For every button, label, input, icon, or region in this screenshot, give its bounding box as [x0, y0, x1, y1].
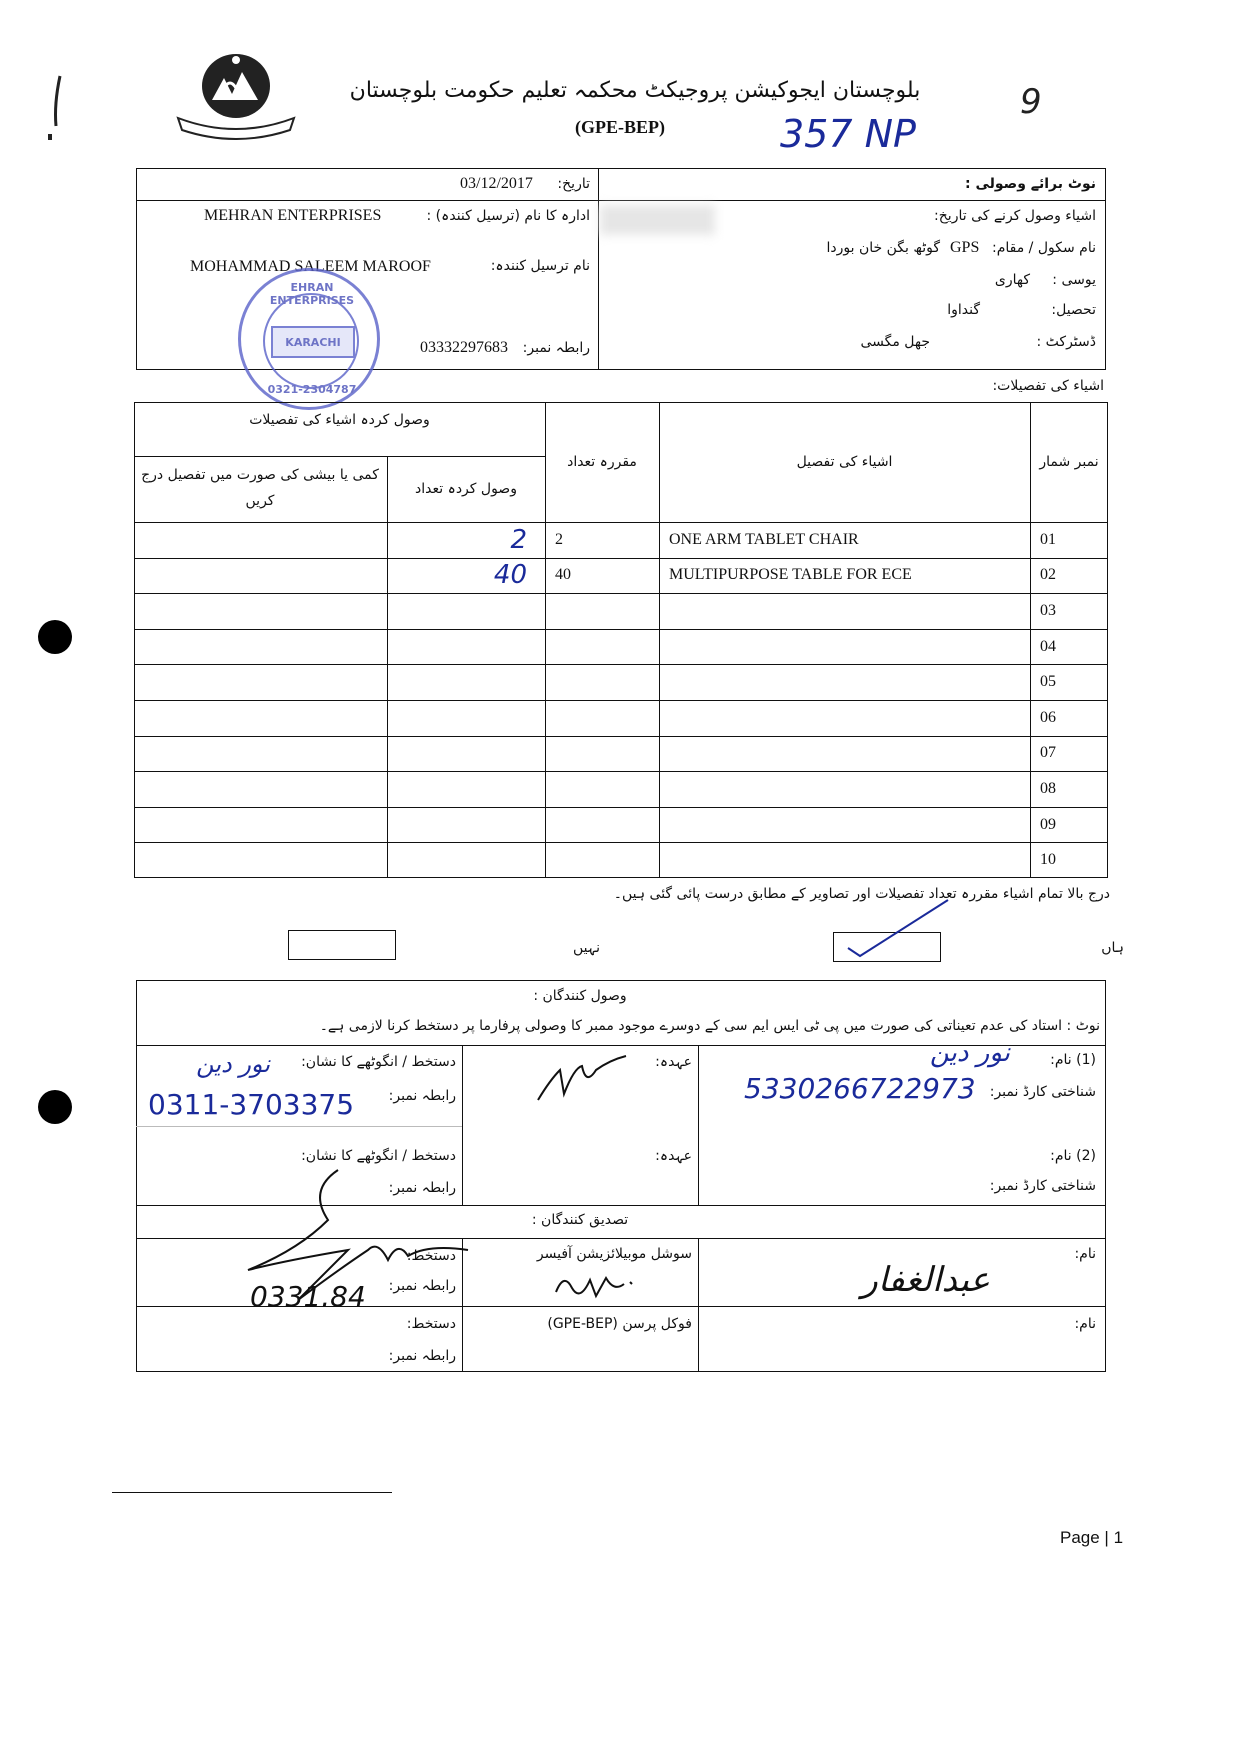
row-fixed-qty [545, 807, 659, 843]
row-fixed-qty: 40 [555, 566, 571, 584]
row-shortage [134, 629, 387, 665]
row-description [659, 629, 1030, 665]
scan-mark [48, 74, 64, 148]
row-shortage [134, 771, 387, 807]
punch-hole-bottom [38, 1090, 72, 1124]
row-serial: 09 [1040, 815, 1056, 833]
header-title: بلوچستان ایجوکیشن پروجیکٹ محکمہ تعلیم حکومت بلوچستان [349, 78, 921, 103]
row-serial: 02 [1040, 566, 1056, 584]
row-description [659, 700, 1030, 736]
row-fixed-qty [545, 842, 659, 878]
verifier1-contact-value: 0331.84 [250, 1280, 366, 1313]
row-fixed-qty [545, 629, 659, 665]
verifier1-name-value: عبدالغفار [861, 1260, 990, 1300]
row-description [659, 593, 1030, 629]
header-received-qty: وصول کردہ تعداد [415, 481, 517, 497]
district-label: ڈسٹرکٹ : [1036, 334, 1096, 350]
receivers-note: نوٹ : استاد کی عدم تعیناتی کی صورت میں پی ٹی ایس ایم سی کے دوسرے موجود ممبر کا وصولی پرفارما پر دستخط کرنا لازمی ہے۔ [319, 1018, 1100, 1034]
row-received-qty [387, 593, 545, 629]
row-received-qty [387, 629, 545, 665]
row-serial: 01 [1040, 530, 1056, 548]
row-serial: 10 [1040, 851, 1056, 869]
row-fixed-qty [545, 593, 659, 629]
stamp-city: KARACHI [271, 326, 355, 358]
row-fixed-qty: 2 [555, 530, 563, 548]
header-description: اشیاء کی تفصیل [796, 454, 893, 470]
verifier1-role-signature [550, 1262, 640, 1310]
row-description [659, 771, 1030, 807]
stamp-phone: 0321-2304787 [267, 383, 357, 396]
row-shortage [134, 593, 387, 629]
checkmark-icon [838, 896, 958, 966]
verifier2-sign-label: دستخط: [406, 1316, 456, 1332]
no-checkbox[interactable] [288, 930, 396, 960]
district-value: جھل مگسی [860, 334, 930, 350]
receiver1-signature-label: دستخط / انگوٹھے کا نشان: [301, 1054, 456, 1070]
receiver1-contact-label: رابطہ نمبر: [388, 1088, 456, 1104]
row-description: MULTIPURPOSE TABLE FOR ECE [669, 566, 912, 584]
row-serial: 05 [1040, 673, 1056, 691]
uc-value: کھاری [994, 272, 1030, 288]
company-stamp [238, 268, 380, 410]
row-received-qty [387, 807, 545, 843]
row-fixed-qty [545, 771, 659, 807]
verifier2-contact-label: رابطہ نمبر: [388, 1348, 456, 1364]
punch-hole-top [38, 620, 72, 654]
verifier2-name-label: نام: [1074, 1316, 1096, 1332]
row-shortage [134, 522, 387, 558]
verifier2-role: فوکل پرسن (GPE-BEP) [547, 1316, 692, 1332]
row-shortage [134, 558, 387, 594]
verifier1-name-label: نام: [1074, 1246, 1096, 1262]
uc-label: یوسی : [1052, 272, 1096, 288]
no-label: نہیں [573, 940, 600, 956]
row-fixed-qty [545, 664, 659, 700]
sender-label: نام ترسیل کنندہ: [490, 258, 590, 274]
redacted-area [600, 205, 715, 235]
sender-value: MOHAMMAD SALEEM MAROOF [190, 258, 431, 275]
row-description [659, 736, 1030, 772]
contact-value: 03332297683 [420, 339, 508, 356]
header-fixed-qty: مقررہ تعداد [567, 454, 637, 470]
school-value-en: GPS [950, 239, 980, 256]
row-shortage [134, 664, 387, 700]
school-label: نام سکول / مقام: [992, 240, 1096, 256]
page-number: Page | 1 [1060, 1528, 1124, 1547]
company-value: MEHRAN ENTERPRISES [204, 207, 382, 224]
items-section-label: اشیاء کی تفصیلات: [992, 378, 1104, 394]
stamp-top-text: EHRAN ENTERPRISES [269, 281, 355, 307]
receive-date-label: اشیاء وصول کرنے کی تاریخ: [934, 208, 1096, 224]
verifier1-sign-label: دستخط: [406, 1248, 456, 1264]
logo [172, 48, 300, 140]
verifiers-title: تصدیق کنندگان : [531, 1212, 629, 1228]
receiver1-cnic-value: 5330266722973 [744, 1072, 976, 1105]
receiver2-designation-label: عہدہ: [655, 1148, 692, 1164]
footnote-divider [112, 1492, 392, 1493]
header-serial: نمبر شمار [1039, 454, 1099, 470]
note-label: نوٹ برائے وصولی : [965, 176, 1096, 192]
receiver1-signature [530, 1050, 630, 1114]
row-shortage [134, 700, 387, 736]
verifier1-contact-label: رابطہ نمبر: [388, 1278, 456, 1294]
header-shortage: کمی یا بیشی کی صورت میں تفصیل درج کریں [141, 467, 379, 509]
row-serial: 07 [1040, 744, 1056, 762]
row-fixed-qty [545, 700, 659, 736]
row-received-qty [387, 664, 545, 700]
row-serial: 06 [1040, 708, 1056, 726]
receiver1-cnic-label: شناختی کارڈ نمبر: [989, 1084, 1096, 1100]
receiver1-designation-label: عہدہ: [655, 1054, 692, 1070]
confirmation-statement: درج بالا تمام اشیاء مقررہ تعداد تفصیلات اور تصاویر کے مطابق درست پائی گئی ہیں۔ [613, 886, 1110, 902]
verifier1-role: سوشل موبیلائزیشن آفیسر [536, 1246, 692, 1262]
header-subtitle: (GPE-BEP) [575, 117, 665, 137]
row-shortage [134, 736, 387, 772]
row-serial: 03 [1040, 601, 1056, 619]
receiver1-contact-value: 0311-3703375 [148, 1088, 355, 1121]
contact-label: رابطہ نمبر: [522, 340, 590, 356]
row-description [659, 664, 1030, 700]
receiver1-signature-value: نور دین [196, 1050, 270, 1078]
school-value-ur: گوٹھ بگن خان بوردا [826, 240, 940, 256]
receiver2-contact-label: رابطہ نمبر: [388, 1180, 456, 1196]
row-description: ONE ARM TABLET CHAIR [669, 530, 859, 548]
receiver1-name-label: (1) نام: [1050, 1052, 1096, 1068]
handwritten-page-number: 9 [1020, 82, 1042, 122]
row-shortage [134, 842, 387, 878]
receiver2-signature-label: دستخط / انگوٹھے کا نشان: [301, 1148, 456, 1164]
row-serial: 04 [1040, 637, 1056, 655]
row-description [659, 842, 1030, 878]
handwritten-ref: 357 NP [780, 112, 916, 156]
row-description [659, 807, 1030, 843]
row-received-qty: 2 [510, 524, 527, 555]
row-received-qty: 40 [493, 560, 527, 591]
receivers-title: وصول کنندگان : [533, 988, 627, 1004]
receiver2-cnic-label: شناختی کارڈ نمبر: [989, 1178, 1096, 1194]
row-received-qty [387, 700, 545, 736]
yes-label: ہاں [1101, 940, 1124, 956]
receiver2-name-label: (2) نام: [1050, 1148, 1096, 1164]
row-fixed-qty [545, 736, 659, 772]
date-value: 03/12/2017 [460, 175, 533, 192]
receiver1-name-value: نور دین [929, 1038, 1010, 1068]
company-label: ادارہ کا نام (ترسیل کنندہ) : [426, 208, 590, 224]
row-received-qty [387, 842, 545, 878]
tehsil-label: تحصیل: [1051, 302, 1096, 318]
header-received-group: وصول کردہ اشیاء کی تفصیلات [249, 412, 430, 428]
row-shortage [134, 807, 387, 843]
row-received-qty [387, 771, 545, 807]
row-serial: 08 [1040, 779, 1056, 797]
row-received-qty [387, 736, 545, 772]
date-label: تاریخ: [557, 176, 590, 192]
tehsil-value: گنداوا [947, 302, 980, 318]
